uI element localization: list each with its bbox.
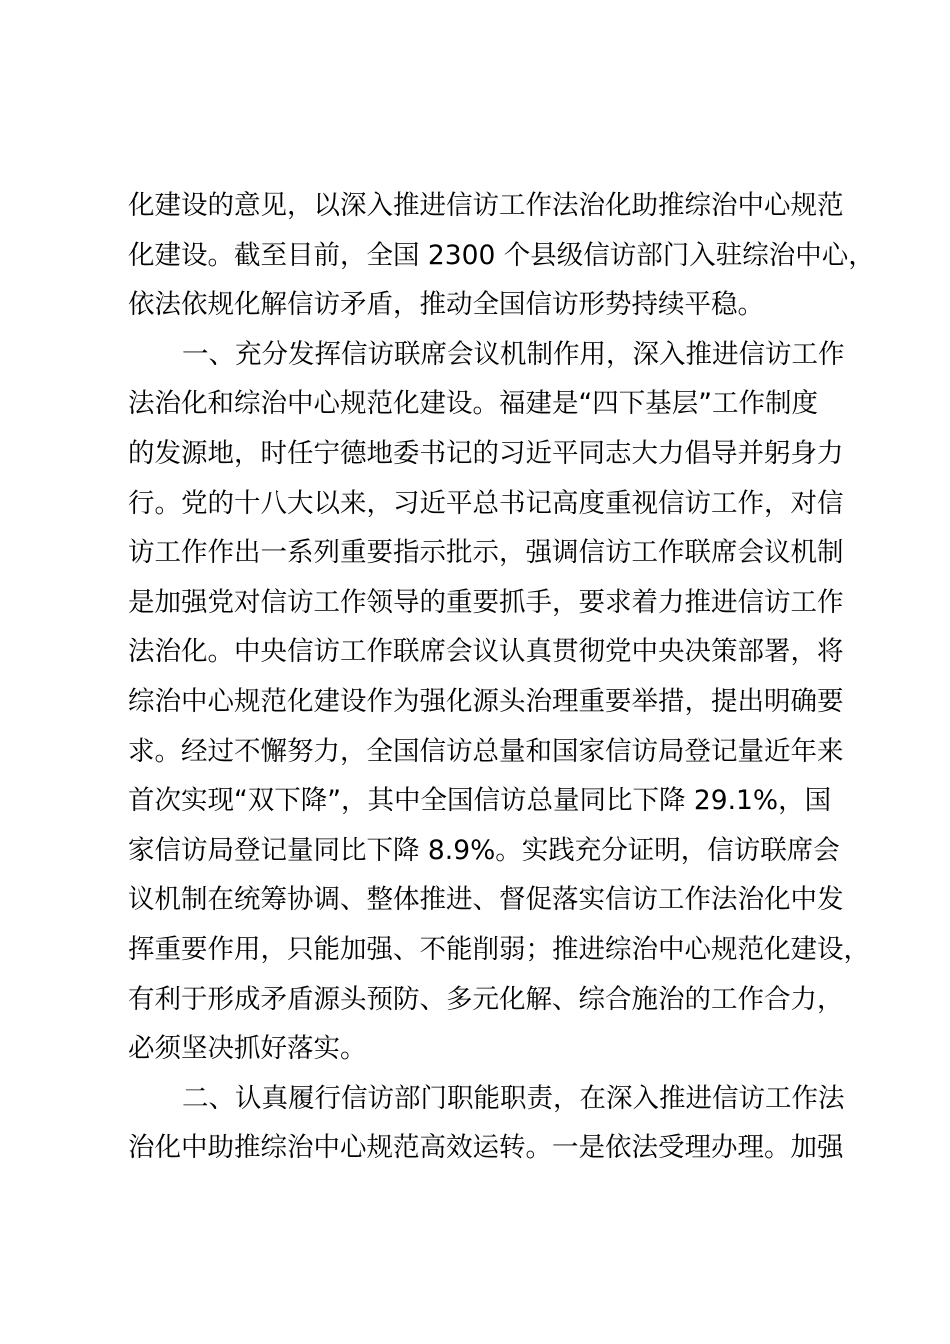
text-line: 治化中助推综治中心规范高效运转。一是依法受理办理。加强 [128, 1132, 844, 1164]
text-line: 依法依规化解信访矛盾，推动全国信访形势持续平稳。 [128, 289, 764, 321]
text-line: 访工作作出一系列重要指示批示，强调信访工作联席会议机制 [128, 537, 844, 569]
text-line: 化建设。截至目前，全国 2300 个县级信访部门入驻综治中心， [128, 239, 875, 271]
text-line: 综治中心规范化建设作为强化源头治理重要举措，提出明确要 [128, 685, 844, 717]
text-line: 法治化和综治中心规范化建设。福建是“四下基层”工作制度 [128, 388, 818, 420]
text-line: 是加强党对信访工作领导的重要抓手，要求着力推进信访工作 [128, 586, 844, 618]
text-line: 行。党的十八大以来，习近平总书记高度重视信访工作，对信 [128, 487, 844, 519]
section-heading-line: 二、认真履行信访部门职能职责，在深入推进信访工作法 [182, 1082, 845, 1114]
text-line: 有利于形成矛盾源头预防、多元化解、综合施治的工作合力， [128, 983, 844, 1015]
text-line: 家信访局登记量同比下降 8.9%。实践充分证明，信访联席会 [128, 834, 840, 866]
document-body [128, 181, 875, 1173]
text-line: 法治化。中央信访工作联席会议认真贯彻党中央决策部署，将 [128, 636, 844, 668]
text-line: 求。经过不懈努力，全国信访总量和国家信访局登记量近年来 [128, 735, 844, 767]
text-line: 议机制在统筹协调、整体推进、督促落实信访工作法治化中发 [128, 884, 844, 916]
text-line: 化建设的意见，以深入推进信访工作法治化助推综治中心规范 [128, 190, 844, 221]
text-line: 的发源地，时任宁德地委书记的习近平同志大力倡导并躬身力 [128, 437, 844, 469]
text-line: 必须坚决抓好落实。 [128, 1033, 367, 1065]
text-line: 首次实现“双下降”，其中全国信访总量同比下降 29.1%，国 [128, 785, 832, 817]
section-heading-line: 一、充分发挥信访联席会议机制作用，深入推进信访工作 [182, 338, 845, 370]
text-line: 挥重要作用，只能加强、不能削弱；推进综治中心规范化建设， [128, 933, 870, 965]
